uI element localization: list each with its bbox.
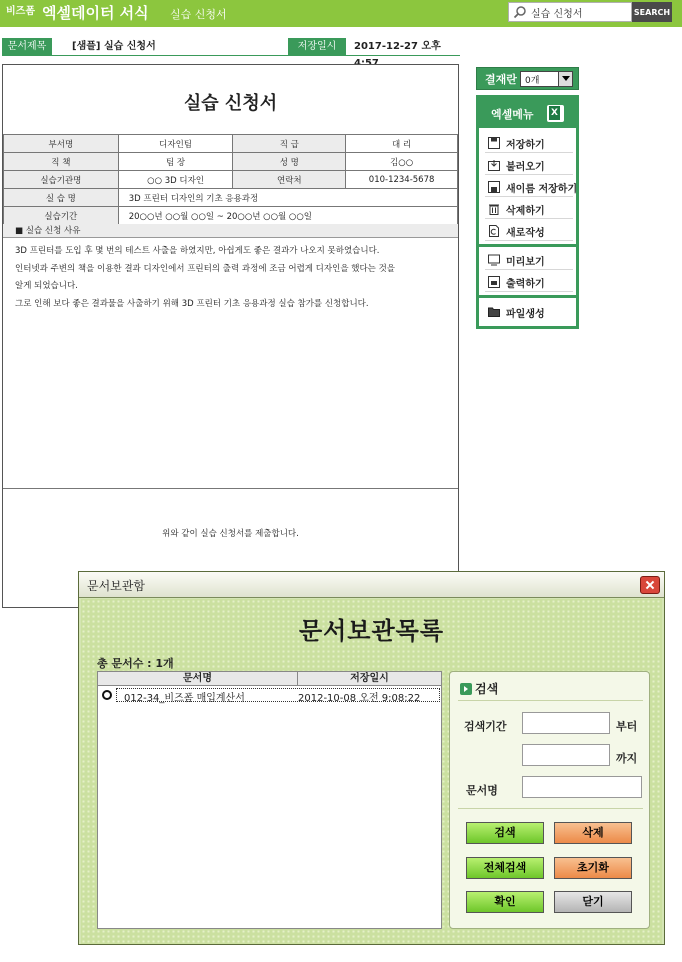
period-start-input[interactable] (522, 712, 610, 734)
submit-statement: 위와 같이 실습 신청서를 제출합니다. (162, 529, 299, 539)
reason-line: 그로 인해 보다 좋은 결과물을 사출하기 위해 3D 프린터 기초 응용과정 실습 참가를 신청합니다. (15, 298, 369, 309)
close-button[interactable]: 닫기 (554, 891, 632, 913)
approval-count-select[interactable] (520, 71, 573, 87)
document-archive-dialog (78, 571, 665, 945)
period-label: 검색기간 (464, 720, 507, 733)
program-value[interactable]: 3D 프린터 디자인의 기초 응용과정 (118, 189, 457, 207)
table-row (4, 207, 458, 225)
menu-item-create-file[interactable] (485, 302, 573, 322)
row-saved-date: 2012-10-08 오전 9:08:22 (298, 693, 421, 704)
search-icon (513, 5, 527, 19)
menu-item-load[interactable] (485, 155, 573, 175)
period-end-input[interactable] (522, 744, 610, 766)
app-title: 엑셀데이터 서식 (42, 4, 149, 22)
menu-divider (479, 244, 576, 247)
document-meta-bar (2, 38, 460, 56)
rank-value[interactable]: 대 리 (346, 135, 458, 153)
contact-value[interactable]: 010-1234-5678 (346, 171, 458, 189)
doc-title-tag: 문서제목 (2, 38, 52, 55)
approval-selector (476, 67, 579, 90)
document-sheet (2, 64, 459, 608)
arrow-right-icon (460, 683, 472, 695)
search-button[interactable]: SEARCH (632, 2, 672, 22)
brand-logo[interactable]: 비즈폼 (6, 6, 35, 17)
name-value[interactable]: 김○○ (346, 153, 458, 171)
reason-line: 3D 프린터를 도입 후 몇 번의 테스트 사출을 하였지만, 아쉽게도 좋은 결과가 나오지 못하였습니다. (15, 246, 380, 256)
excel-icon (547, 105, 564, 122)
column-header-date[interactable]: 저장일시 (350, 673, 389, 684)
row-radio[interactable] (102, 690, 112, 700)
reason-heading: ■ 실습 신청 사유 (3, 224, 458, 238)
save-icon (488, 137, 500, 149)
excel-menu-header (479, 98, 576, 128)
menu-item-label: 미리보기 (506, 257, 545, 268)
reset-button[interactable]: 초기화 (554, 857, 632, 879)
divider (458, 700, 643, 701)
search-box (508, 2, 632, 22)
to-label: 까지 (616, 752, 638, 765)
folder-icon (488, 306, 500, 318)
search-button[interactable]: 검색 (466, 822, 544, 844)
saved-at-value: 2017-12-27 오후 (354, 41, 441, 52)
document-title: 실습 신청서 (183, 93, 278, 114)
menu-item-save-as[interactable] (485, 177, 578, 197)
menu-item-label: 새이름 저장하기 (506, 184, 578, 195)
list-item[interactable] (98, 687, 441, 703)
menu-divider (479, 295, 576, 298)
dept-label: 부서명 (4, 135, 119, 153)
excel-menu (476, 95, 579, 329)
table-row (4, 135, 458, 153)
menu-item-label: 파일생성 (506, 309, 545, 320)
ok-button[interactable]: 확인 (466, 891, 544, 913)
reason-line: 인터넷과 주변의 책을 이용한 결과 디자인에서 프린터의 출력 과정에 조금 어렵게 디자인을 했다는 것을 (15, 263, 395, 274)
institution-label: 실습기관명 (4, 171, 119, 189)
dialog-title: 문서보관함 (87, 579, 145, 593)
trash-icon (488, 203, 500, 215)
name-label: 성 명 (233, 153, 346, 171)
dialog-titlebar[interactable] (79, 572, 664, 598)
document-count: 총 문서수 : 1개 (97, 657, 174, 670)
table-row (4, 171, 458, 189)
table-row (4, 189, 458, 207)
from-label: 부터 (616, 720, 638, 733)
institution-value[interactable]: ○○ 3D 디자인 (118, 171, 233, 189)
position-value[interactable]: 팀 장 (118, 153, 233, 171)
dialog-heading: 문서보관목록 (298, 617, 445, 645)
doc-title-value: [샘플] 실습 신청서 (72, 41, 156, 52)
search-panel-label: 검색 (475, 682, 499, 696)
menu-item-label: 삭제하기 (506, 206, 545, 217)
row-document-name: 012-34_비즈폼 매입계산서 (124, 693, 245, 704)
dept-value[interactable]: 디자인팀 (118, 135, 233, 153)
search-all-button[interactable]: 전체검색 (466, 857, 544, 879)
contact-label: 연락처 (233, 171, 346, 189)
menu-item-label: 새로작성 (506, 228, 545, 239)
menu-item-label: 불러오기 (506, 162, 545, 173)
dialog-body (81, 599, 662, 944)
top-banner (0, 0, 682, 27)
menu-item-new[interactable] (485, 221, 573, 241)
excel-menu-title: 엑셀메뉴 (491, 108, 534, 121)
rank-label: 직 급 (233, 135, 346, 153)
reason-line: 알게 되었습니다. (15, 281, 78, 291)
load-icon (488, 159, 500, 171)
saved-at-tag: 저장일시 (288, 38, 346, 55)
period-label: 실습기간 (4, 207, 119, 225)
document-list[interactable] (97, 671, 442, 929)
search-panel (449, 671, 650, 929)
menu-item-print[interactable] (485, 272, 573, 292)
approval-count-value: 0개 (525, 76, 540, 86)
table-row (4, 153, 458, 171)
reason-text[interactable] (15, 243, 453, 313)
column-header-name[interactable]: 문서명 (98, 672, 298, 685)
new-document-icon (488, 225, 500, 237)
menu-item-label: 저장하기 (506, 140, 545, 151)
divider (458, 808, 643, 809)
menu-item-preview[interactable] (485, 250, 573, 270)
menu-item-label: 출력하기 (506, 279, 545, 290)
form-subtitle: 실습 신청서 (170, 8, 227, 21)
search-panel-title (460, 680, 498, 697)
approval-label: 결재란 (485, 73, 517, 86)
doc-name-label: 문서명 (466, 784, 498, 797)
list-header (98, 672, 441, 686)
menu-item-save[interactable] (485, 133, 573, 153)
preview-icon (488, 254, 500, 266)
applicant-info-table (3, 134, 458, 225)
period-value[interactable]: 20○○년 ○○월 ○○일 ~ 20○○년 ○○월 ○○일 (118, 207, 457, 225)
menu-item-delete[interactable] (485, 199, 573, 219)
search-input[interactable] (531, 5, 629, 19)
position-label: 직 책 (4, 153, 119, 171)
program-label: 실 습 명 (4, 189, 119, 207)
divider (3, 488, 458, 489)
chevron-down-icon[interactable] (558, 72, 572, 86)
close-icon[interactable] (640, 576, 660, 594)
delete-button[interactable]: 삭제 (554, 822, 632, 844)
doc-name-input[interactable] (522, 776, 642, 798)
print-icon (488, 276, 500, 288)
save-as-icon (488, 181, 500, 193)
